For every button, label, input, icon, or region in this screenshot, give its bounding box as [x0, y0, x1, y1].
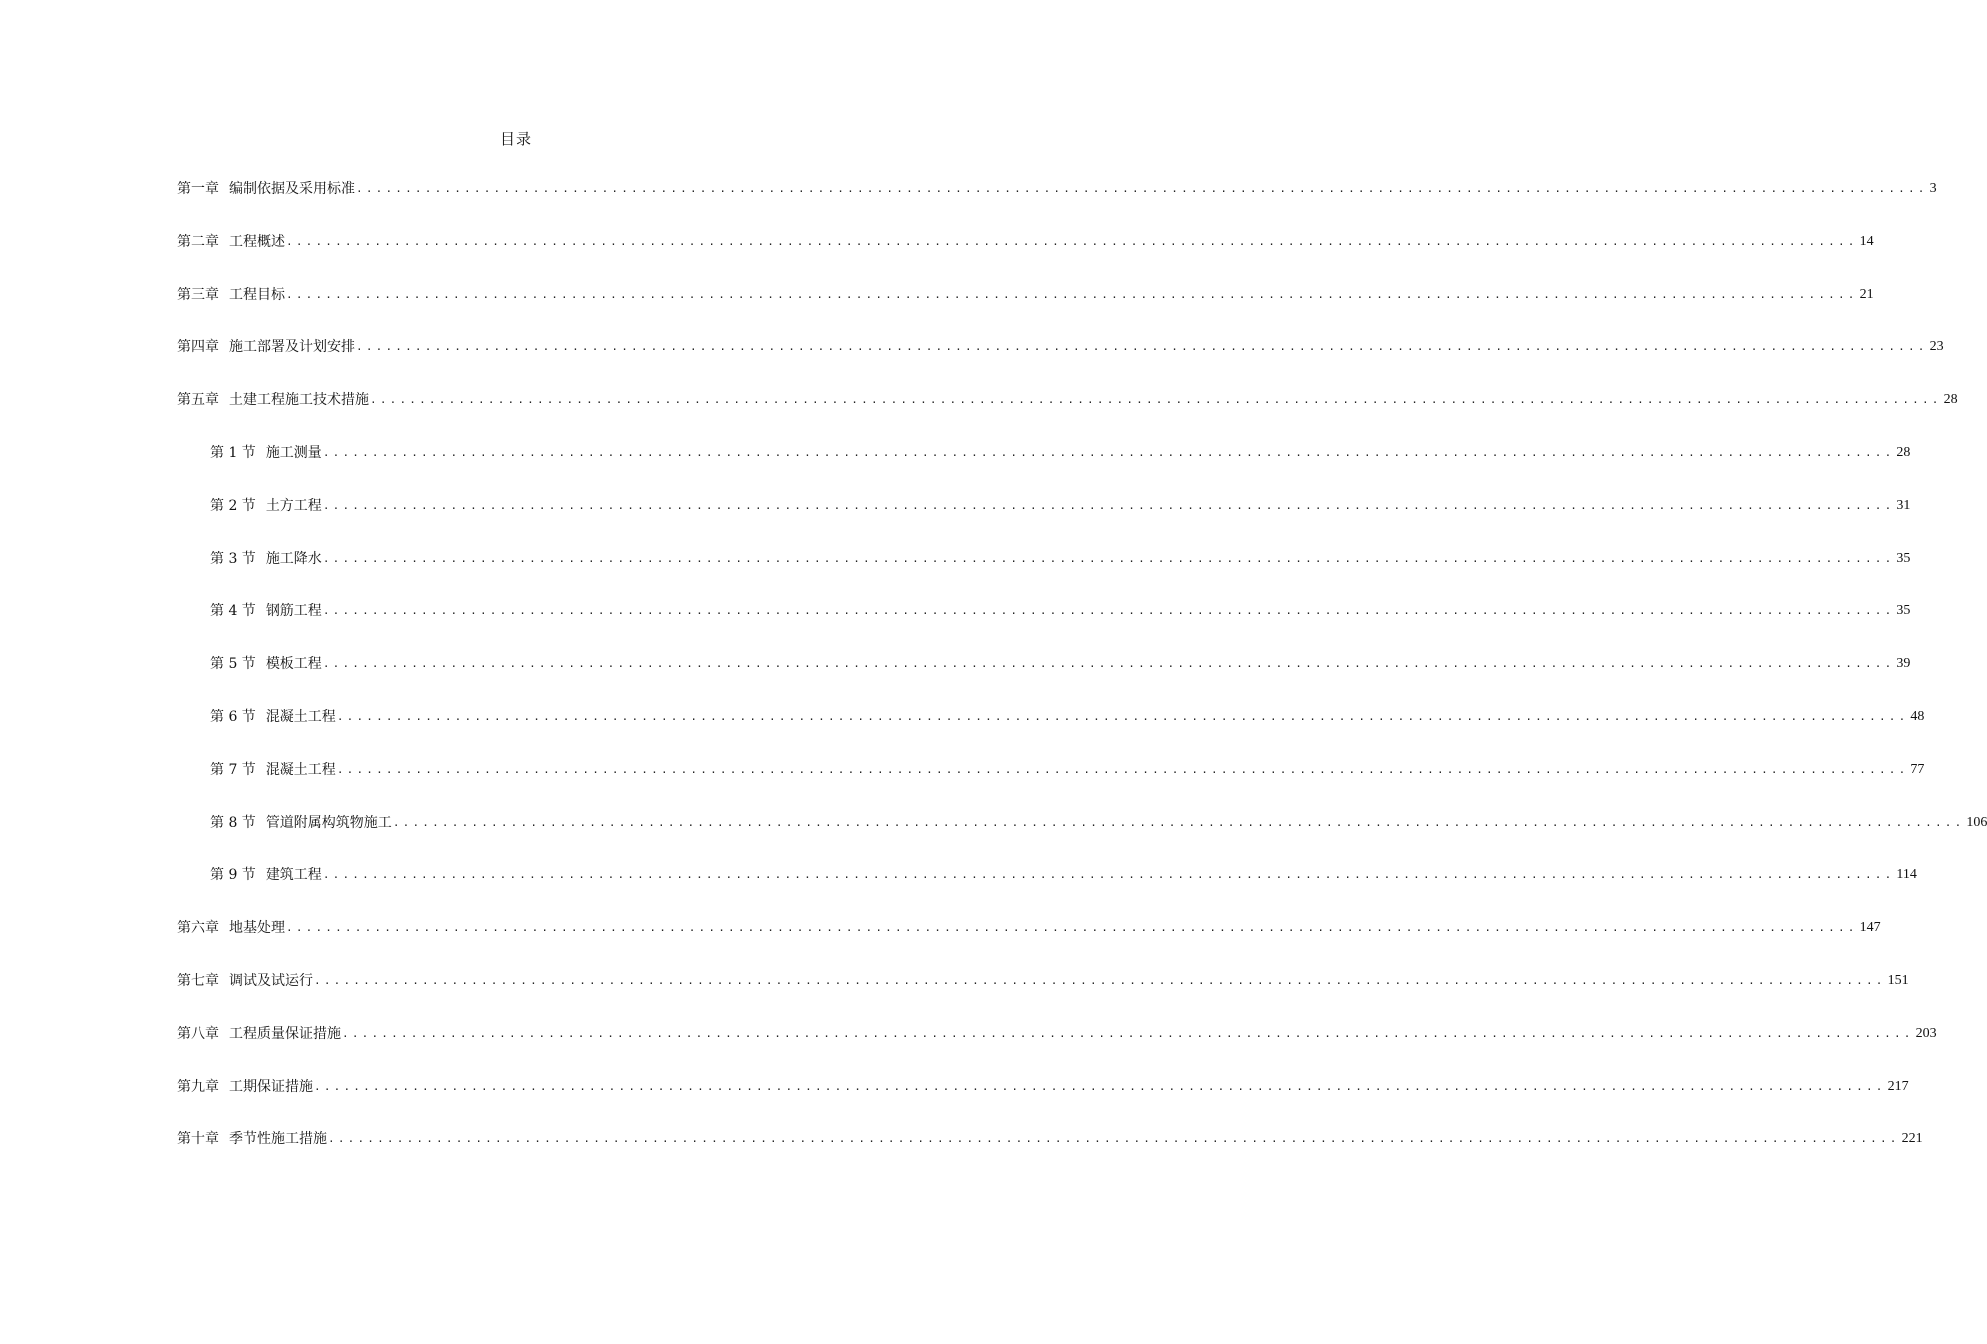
toc-leader-dots: ................................................................................................................................................................: [356, 182, 1928, 195]
toc-entry-label: 工程目标: [229, 286, 285, 303]
toc-entry[interactable]: [0, 759, 1925, 812]
toc-entry-label: 建筑工程: [265, 867, 322, 884]
toc-entry[interactable]: [0, 442, 1911, 495]
toc-entry-number: 第八章: [177, 1025, 219, 1042]
toc-entry-label: 季节性施工措施: [229, 1131, 327, 1148]
toc-entry[interactable]: [0, 917, 1881, 970]
toc-entry[interactable]: [0, 970, 1909, 1023]
toc-entry-label: 模板工程: [265, 656, 322, 673]
toc-entry-number: 第二章: [177, 233, 219, 250]
toc-entry-number: 第 4 节: [210, 603, 256, 620]
toc-entry-page: 221: [1901, 1131, 1923, 1147]
toc-entry-label: 工程概述: [229, 233, 285, 250]
toc-entry-page: 23: [1929, 339, 1944, 355]
toc-entry-number: 第 2 节: [210, 497, 256, 514]
toc-leader-dots: ................................................................................................................................................................: [336, 762, 1909, 776]
toc-entry-page: 203: [1915, 1025, 1937, 1041]
toc-entry[interactable]: [0, 548, 1911, 601]
toc-entry[interactable]: [0, 389, 1958, 442]
toc-entry-number: 第 6 节: [210, 708, 256, 725]
toc-leader-dots: ................................................................................................................................................................: [328, 1132, 1900, 1146]
toc-entry-number: 第 7 节: [210, 761, 256, 778]
toc-entry-label: 施工降水: [265, 550, 322, 567]
toc-entry[interactable]: [0, 495, 1911, 548]
toc-entry-page: 28: [1896, 444, 1911, 460]
toc-entry-number: 第 5 节: [210, 656, 256, 673]
toc-entry[interactable]: [0, 336, 1944, 389]
toc-entry[interactable]: [0, 284, 1874, 337]
toc-leader-dots: ................................................................................................................................................................: [314, 1079, 1886, 1093]
toc-entry-page: 39: [1896, 656, 1911, 672]
toc-entry[interactable]: [0, 1023, 1937, 1076]
toc-leader-dots: ................................................................................................................................................................: [370, 393, 1942, 407]
toc-leader-dots: ................................................................................................................................................................: [322, 498, 1895, 512]
toc-list: [0, 178, 1987, 1181]
toc-entry-page: 35: [1896, 603, 1911, 619]
toc-entry-page: 217: [1887, 1078, 1909, 1094]
toc-entry[interactable]: [0, 864, 1917, 917]
toc-entry-label: 地基处理: [229, 920, 285, 937]
toc-entry[interactable]: [0, 600, 1911, 653]
toc-leader-dots: ................................................................................................................................................................: [286, 234, 1858, 248]
toc-leader-dots: ................................................................................................................................................................: [392, 815, 1965, 829]
toc-entry-page: 147: [1859, 920, 1881, 936]
toc-entry-number: 第六章: [177, 920, 219, 937]
toc-entry-label: 施工测量: [265, 444, 322, 461]
toc-entry-page: 77: [1910, 761, 1925, 777]
toc-leader-dots: ................................................................................................................................................................: [322, 551, 1895, 565]
toc-entry-page: 35: [1896, 550, 1911, 566]
toc-leader-dots: ................................................................................................................................................................: [336, 709, 1909, 723]
toc-entry-label: 工期保证措施: [229, 1078, 313, 1095]
toc-entry-label: 调试及试运行: [229, 972, 313, 989]
toc-leader-dots: ................................................................................................................................................................: [356, 340, 1928, 354]
toc-entry-label: 施工部署及计划安排: [229, 339, 355, 356]
toc-entry-page: 106: [1966, 814, 1987, 830]
toc-entry-number: 第 9 节: [210, 867, 256, 884]
toc-entry-number: 第三章: [177, 286, 219, 303]
toc-entry-number: 第一章: [177, 181, 219, 197]
toc-entry-page: 14: [1859, 233, 1874, 249]
toc-entry-label: 管道附属构筑物施工: [265, 814, 392, 831]
toc-entry-label: 土方工程: [265, 497, 322, 514]
toc-entry-number: 第 8 节: [210, 814, 256, 831]
toc-entry[interactable]: [0, 178, 1937, 231]
toc-entry-number: 第 3 节: [210, 550, 256, 567]
toc-entry-number: 第九章: [177, 1078, 219, 1095]
toc-entry-page: 48: [1910, 708, 1925, 724]
toc-entry[interactable]: [0, 1128, 1923, 1181]
toc-entry-label: 工程质量保证措施: [229, 1025, 341, 1042]
toc-leader-dots: ................................................................................................................................................................: [314, 973, 1886, 987]
toc-title: 目录: [499, 130, 532, 148]
toc-entry[interactable]: [0, 706, 1925, 759]
toc-entry-page: 28: [1943, 392, 1958, 408]
toc-entry-number: 第 1 节: [210, 444, 256, 461]
toc-entry-number: 第十章: [177, 1131, 219, 1148]
toc-entry[interactable]: [0, 653, 1911, 706]
toc-entry-number: 第五章: [177, 392, 219, 409]
toc-leader-dots: ................................................................................................................................................................: [286, 287, 1858, 301]
toc-entry-label: 土建工程施工技术措施: [229, 392, 369, 409]
toc-leader-dots: ................................................................................................................................................................: [322, 868, 1895, 882]
toc-entry-number: 第七章: [177, 972, 219, 989]
toc-entry[interactable]: [0, 1076, 1909, 1129]
toc-entry-label: 钢筋工程: [265, 603, 322, 620]
toc-leader-dots: ................................................................................................................................................................: [286, 921, 1858, 935]
toc-entry-page: 114: [1896, 867, 1917, 883]
toc-leader-dots: ................................................................................................................................................................: [322, 657, 1895, 671]
toc-entry-label: 混凝土工程: [265, 708, 336, 725]
toc-entry-page: 31: [1896, 497, 1911, 513]
toc-entry[interactable]: [0, 231, 1874, 284]
toc-entry-page: 151: [1887, 972, 1909, 988]
toc-entry-number: 第四章: [177, 339, 219, 356]
toc-leader-dots: ................................................................................................................................................................: [322, 445, 1895, 459]
toc-leader-dots: ................................................................................................................................................................: [322, 604, 1895, 618]
toc-entry[interactable]: [0, 812, 1987, 865]
toc-leader-dots: ................................................................................................................................................................: [342, 1026, 1914, 1040]
toc-entry-page: 21: [1859, 286, 1874, 302]
toc-entry-page: 3: [1929, 181, 1937, 196]
toc-entry-label: 编制依据及采用标准: [229, 181, 355, 197]
toc-entry-label: 混凝土工程: [265, 761, 336, 778]
